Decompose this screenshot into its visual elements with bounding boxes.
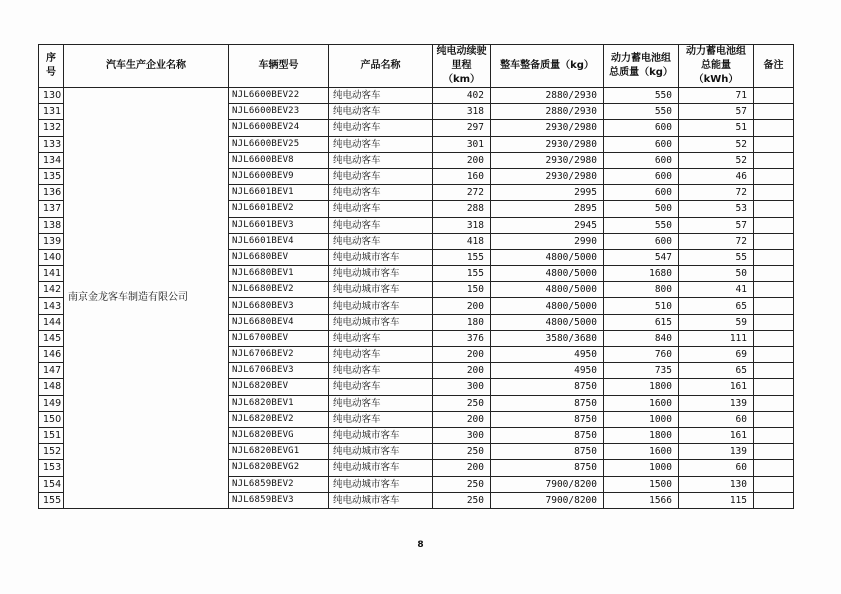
row-range: 200: [433, 298, 491, 314]
row-range: 300: [433, 379, 491, 395]
row-battery-mass: 1600: [604, 395, 679, 411]
row-range: 250: [433, 492, 491, 508]
row-curb-mass: 2880/2930: [491, 88, 604, 104]
row-product-name: 纯电动客车: [329, 379, 433, 395]
row-battery-energy: 161: [679, 379, 754, 395]
row-curb-mass: 8750: [491, 411, 604, 427]
row-battery-energy: 50: [679, 266, 754, 282]
row-product-name: 纯电动城市客车: [329, 298, 433, 314]
row-curb-mass: 4800/5000: [491, 282, 604, 298]
row-remark: [754, 136, 794, 152]
row-battery-mass: 800: [604, 282, 679, 298]
row-battery-mass: 600: [604, 136, 679, 152]
row-remark: [754, 379, 794, 395]
row-range: 160: [433, 168, 491, 184]
row-seq: 135: [39, 168, 64, 184]
row-battery-energy: 59: [679, 314, 754, 330]
row-battery-mass: 1800: [604, 379, 679, 395]
row-remark: [754, 411, 794, 427]
row-battery-mass: 1680: [604, 266, 679, 282]
header-battery-energy: 动力蓄电池组总能量（kWh）: [679, 45, 754, 88]
row-range: 200: [433, 460, 491, 476]
row-product-name: 纯电动城市客车: [329, 282, 433, 298]
row-battery-mass: 600: [604, 120, 679, 136]
row-battery-mass: 550: [604, 104, 679, 120]
row-battery-energy: 161: [679, 427, 754, 443]
row-curb-mass: 4950: [491, 363, 604, 379]
row-battery-energy: 65: [679, 298, 754, 314]
row-product-name: 纯电动城市客车: [329, 314, 433, 330]
row-model: NJL6820BEV1: [229, 395, 329, 411]
row-product-name: 纯电动客车: [329, 363, 433, 379]
row-remark: [754, 347, 794, 363]
row-model: NJL6820BEVG2: [229, 460, 329, 476]
row-range: 200: [433, 363, 491, 379]
row-model: NJL6706BEV3: [229, 363, 329, 379]
header-mass: 整车整备质量（kg）: [491, 45, 604, 88]
row-battery-mass: 600: [604, 233, 679, 249]
row-seq: 147: [39, 363, 64, 379]
row-battery-mass: 840: [604, 330, 679, 346]
row-model: NJL6820BEV2: [229, 411, 329, 427]
row-range: 301: [433, 136, 491, 152]
row-range: 300: [433, 427, 491, 443]
row-curb-mass: 7900/8200: [491, 492, 604, 508]
row-battery-energy: 53: [679, 201, 754, 217]
row-model: NJL6680BEV2: [229, 282, 329, 298]
page-number: 8: [417, 540, 424, 550]
row-remark: [754, 395, 794, 411]
row-seq: 134: [39, 152, 64, 168]
row-battery-energy: 41: [679, 282, 754, 298]
row-battery-energy: 130: [679, 476, 754, 492]
row-battery-mass: 1800: [604, 427, 679, 443]
row-curb-mass: 4800/5000: [491, 266, 604, 282]
row-product-name: 纯电动客车: [329, 136, 433, 152]
row-remark: [754, 201, 794, 217]
row-curb-mass: 4800/5000: [491, 298, 604, 314]
row-seq: 150: [39, 411, 64, 427]
row-seq: 148: [39, 379, 64, 395]
row-battery-mass: 547: [604, 249, 679, 265]
row-range: 155: [433, 249, 491, 265]
row-remark: [754, 217, 794, 233]
row-battery-energy: 46: [679, 168, 754, 184]
row-product-name: 纯电动城市客车: [329, 266, 433, 282]
row-curb-mass: 2990: [491, 233, 604, 249]
row-battery-energy: 69: [679, 347, 754, 363]
row-curb-mass: 4800/5000: [491, 249, 604, 265]
row-product-name: 纯电动城市客车: [329, 460, 433, 476]
row-battery-energy: 71: [679, 88, 754, 104]
row-seq: 149: [39, 395, 64, 411]
row-range: 200: [433, 152, 491, 168]
row-curb-mass: 8750: [491, 427, 604, 443]
row-range: 180: [433, 314, 491, 330]
row-curb-mass: 2930/2980: [491, 152, 604, 168]
row-model: NJL6600BEV24: [229, 120, 329, 136]
row-product-name: 纯电动城市客车: [329, 427, 433, 443]
row-product-name: 纯电动客车: [329, 201, 433, 217]
row-seq: 151: [39, 427, 64, 443]
row-battery-mass: 550: [604, 217, 679, 233]
row-curb-mass: 4800/5000: [491, 314, 604, 330]
row-battery-energy: 57: [679, 104, 754, 120]
row-product-name: 纯电动客车: [329, 120, 433, 136]
row-remark: [754, 460, 794, 476]
row-model: NJL6700BEV: [229, 330, 329, 346]
row-range: 200: [433, 411, 491, 427]
row-product-name: 纯电动客车: [329, 104, 433, 120]
row-model: NJL6820BEVG: [229, 427, 329, 443]
row-model: NJL6680BEV4: [229, 314, 329, 330]
row-seq: 155: [39, 492, 64, 508]
row-product-name: 纯电动客车: [329, 88, 433, 104]
row-battery-mass: 500: [604, 201, 679, 217]
row-model: NJL6601BEV1: [229, 185, 329, 201]
row-battery-energy: 52: [679, 136, 754, 152]
row-product-name: 纯电动客车: [329, 185, 433, 201]
row-curb-mass: 8750: [491, 395, 604, 411]
row-battery-mass: 1000: [604, 460, 679, 476]
row-seq: 153: [39, 460, 64, 476]
row-battery-energy: 72: [679, 185, 754, 201]
row-curb-mass: 3580/3680: [491, 330, 604, 346]
header-range: 纯电动续驶里程（km）: [433, 45, 491, 88]
row-battery-mass: 600: [604, 168, 679, 184]
row-remark: [754, 88, 794, 104]
row-range: 250: [433, 395, 491, 411]
row-battery-mass: 1566: [604, 492, 679, 508]
header-battery-mass: 动力蓄电池组总质量（kg）: [604, 45, 679, 88]
row-range: 402: [433, 88, 491, 104]
row-battery-energy: 60: [679, 411, 754, 427]
row-battery-mass: 615: [604, 314, 679, 330]
row-remark: [754, 266, 794, 282]
row-battery-energy: 115: [679, 492, 754, 508]
row-range: 297: [433, 120, 491, 136]
table-header: [39, 45, 794, 88]
row-remark: [754, 104, 794, 120]
row-remark: [754, 363, 794, 379]
row-curb-mass: 2945: [491, 217, 604, 233]
row-product-name: 纯电动客车: [329, 168, 433, 184]
row-remark: [754, 314, 794, 330]
row-battery-mass: 600: [604, 185, 679, 201]
row-product-name: 纯电动客车: [329, 233, 433, 249]
row-product-name: 纯电动城市客车: [329, 492, 433, 508]
row-seq: 132: [39, 120, 64, 136]
row-curb-mass: 2995: [491, 185, 604, 201]
row-remark: [754, 233, 794, 249]
row-model: NJL6600BEV25: [229, 136, 329, 152]
row-seq: 141: [39, 266, 64, 282]
row-seq: 152: [39, 444, 64, 460]
row-seq: 137: [39, 201, 64, 217]
row-battery-energy: 60: [679, 460, 754, 476]
row-model: NJL6600BEV23: [229, 104, 329, 120]
row-remark: [754, 185, 794, 201]
row-battery-energy: 139: [679, 395, 754, 411]
row-remark: [754, 444, 794, 460]
row-remark: [754, 492, 794, 508]
row-seq: 145: [39, 330, 64, 346]
row-model: NJL6820BEVG1: [229, 444, 329, 460]
row-remark: [754, 120, 794, 136]
row-battery-energy: 139: [679, 444, 754, 460]
vehicle-catalog-table: [38, 44, 794, 509]
header-seq: 序号: [39, 45, 64, 88]
row-seq: 144: [39, 314, 64, 330]
row-curb-mass: 8750: [491, 444, 604, 460]
row-model: NJL6600BEV8: [229, 152, 329, 168]
row-battery-energy: 52: [679, 152, 754, 168]
row-model: NJL6706BEV2: [229, 347, 329, 363]
row-seq: 154: [39, 476, 64, 492]
row-curb-mass: 2930/2980: [491, 120, 604, 136]
row-model: NJL6859BEV3: [229, 492, 329, 508]
row-seq: 146: [39, 347, 64, 363]
row-seq: 140: [39, 249, 64, 265]
row-battery-mass: 1000: [604, 411, 679, 427]
row-product-name: 纯电动城市客车: [329, 444, 433, 460]
row-battery-energy: 57: [679, 217, 754, 233]
row-battery-energy: 65: [679, 363, 754, 379]
row-product-name: 纯电动客车: [329, 217, 433, 233]
row-curb-mass: 2895: [491, 201, 604, 217]
row-range: 288: [433, 201, 491, 217]
row-battery-mass: 1600: [604, 444, 679, 460]
row-model: NJL6601BEV3: [229, 217, 329, 233]
table-row: [39, 88, 794, 104]
row-remark: [754, 427, 794, 443]
row-battery-mass: 760: [604, 347, 679, 363]
row-model: NJL6601BEV4: [229, 233, 329, 249]
row-range: 272: [433, 185, 491, 201]
header-model: 车辆型号: [229, 45, 329, 88]
row-curb-mass: 4950: [491, 347, 604, 363]
table-body: [39, 88, 794, 509]
row-model: NJL6600BEV22: [229, 88, 329, 104]
row-model: NJL6600BEV9: [229, 168, 329, 184]
row-range: 418: [433, 233, 491, 249]
row-seq: 142: [39, 282, 64, 298]
header-company: 汽车生产企业名称: [64, 45, 229, 88]
row-battery-mass: 510: [604, 298, 679, 314]
row-product-name: 纯电动客车: [329, 152, 433, 168]
row-model: NJL6680BEV3: [229, 298, 329, 314]
row-battery-energy: 51: [679, 120, 754, 136]
row-remark: [754, 298, 794, 314]
row-battery-energy: 111: [679, 330, 754, 346]
row-product-name: 纯电动客车: [329, 411, 433, 427]
row-seq: 130: [39, 88, 64, 104]
row-battery-energy: 55: [679, 249, 754, 265]
row-battery-energy: 72: [679, 233, 754, 249]
row-range: 200: [433, 347, 491, 363]
row-seq: 133: [39, 136, 64, 152]
header-remark: 备注: [754, 45, 794, 88]
row-product-name: 纯电动客车: [329, 347, 433, 363]
row-product-name: 纯电动城市客车: [329, 476, 433, 492]
row-range: 318: [433, 217, 491, 233]
row-range: 318: [433, 104, 491, 120]
row-seq: 131: [39, 104, 64, 120]
row-seq: 139: [39, 233, 64, 249]
row-product-name: 纯电动城市客车: [329, 249, 433, 265]
row-battery-mass: 1500: [604, 476, 679, 492]
row-curb-mass: 7900/8200: [491, 476, 604, 492]
row-product-name: 纯电动客车: [329, 330, 433, 346]
row-range: 250: [433, 476, 491, 492]
row-product-name: 纯电动客车: [329, 395, 433, 411]
row-model: NJL6820BEV: [229, 379, 329, 395]
row-remark: [754, 249, 794, 265]
row-range: 155: [433, 266, 491, 282]
row-curb-mass: 8750: [491, 460, 604, 476]
row-curb-mass: 2930/2980: [491, 136, 604, 152]
row-model: NJL6859BEV2: [229, 476, 329, 492]
row-model: NJL6680BEV: [229, 249, 329, 265]
row-seq: 143: [39, 298, 64, 314]
row-remark: [754, 168, 794, 184]
row-remark: [754, 476, 794, 492]
company-name-cell: 南京金龙客车制造有限公司: [64, 88, 229, 509]
row-seq: 138: [39, 217, 64, 233]
row-remark: [754, 330, 794, 346]
row-range: 250: [433, 444, 491, 460]
row-battery-mass: 600: [604, 152, 679, 168]
row-model: NJL6601BEV2: [229, 201, 329, 217]
row-remark: [754, 282, 794, 298]
row-remark: [754, 152, 794, 168]
row-model: NJL6680BEV1: [229, 266, 329, 282]
header-product: 产品名称: [329, 45, 433, 88]
row-range: 150: [433, 282, 491, 298]
row-seq: 136: [39, 185, 64, 201]
row-range: 376: [433, 330, 491, 346]
row-curb-mass: 2880/2930: [491, 104, 604, 120]
row-battery-mass: 735: [604, 363, 679, 379]
row-curb-mass: 2930/2980: [491, 168, 604, 184]
row-curb-mass: 8750: [491, 379, 604, 395]
row-battery-mass: 550: [604, 88, 679, 104]
